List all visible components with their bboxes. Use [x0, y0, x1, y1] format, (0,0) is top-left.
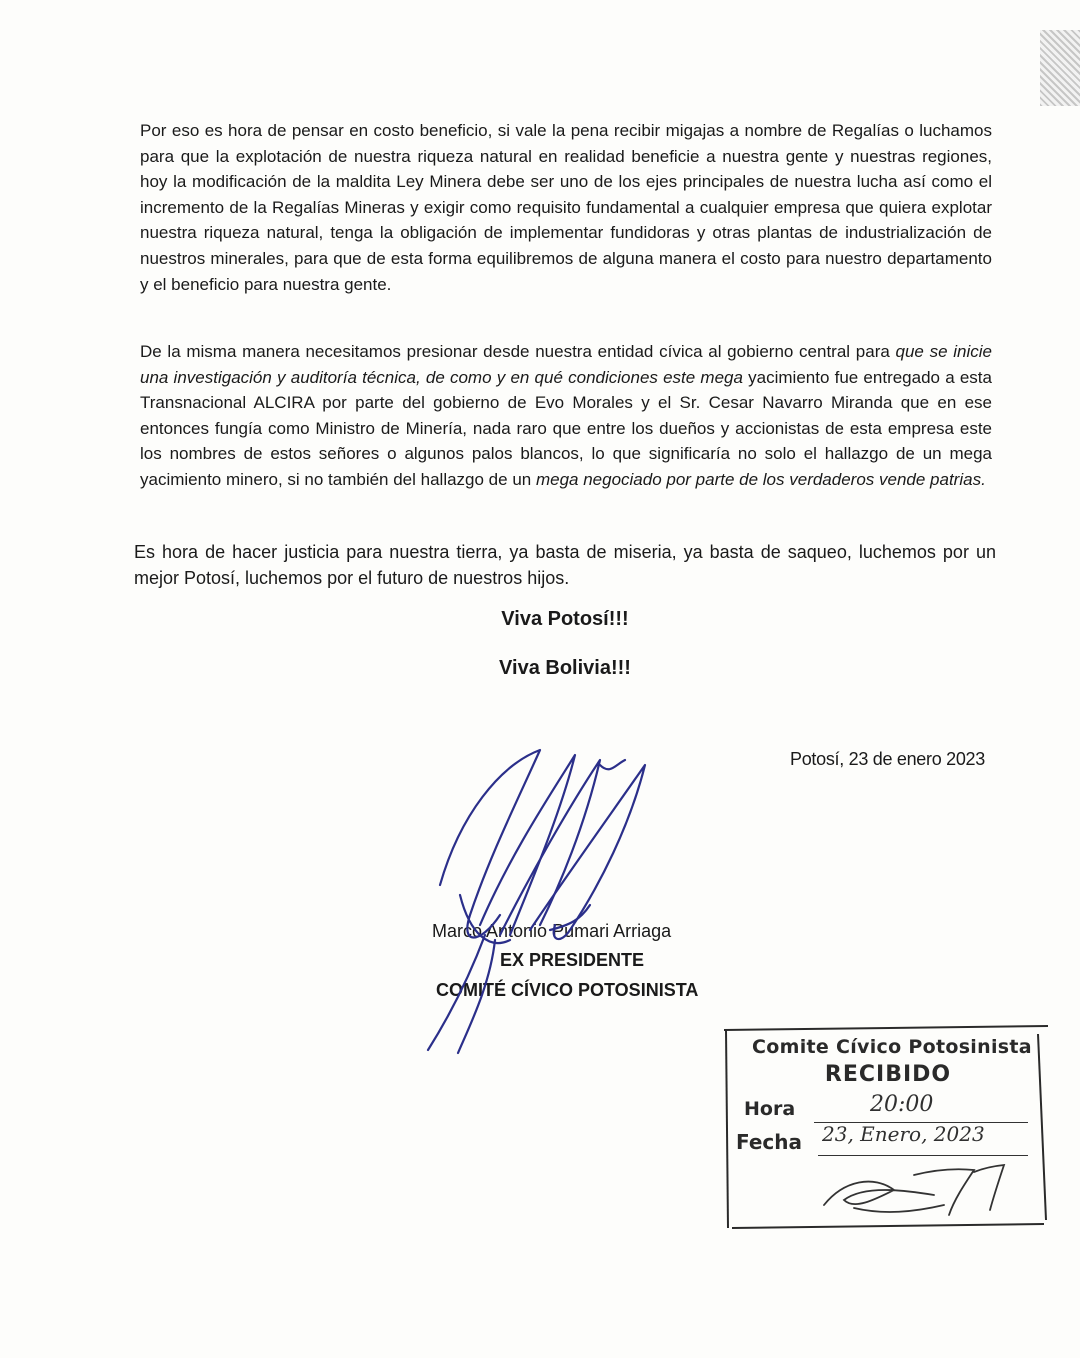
paragraph-investigation-part-2: que se inicie una investigación y auditoría técnica, de como y en qué condiciones este mega	[140, 342, 992, 387]
handwritten-signature	[400, 735, 700, 1065]
stamp-date-label: Fecha	[736, 1130, 803, 1154]
stamp-date-value: 23, Enero, 2023	[822, 1122, 985, 1146]
paragraph-investigation-part-3: yacimiento fue entregado a esta Transnacional ALCIRA por parte del gobierno de Evo Morales y el Sr. Cesar Navarro Miranda que en ese entonces fungía como Ministro de Minería, nada raro que entre los dueños y accionistas de esta empresa este los nombres de estos señores o algunos palos blancos, lo que significaría no solo el hallazgo de un mega yacimiento minero, si no también del hallazgo de un	[140, 367, 992, 489]
paragraph-justice: Es hora de hacer justicia para nuestra tierra, ya basta de miseria, ya basta de saqueo, luchemos por un mejor Potosí, luchemos por el futuro de nuestros hijos.	[134, 542, 996, 588]
paragraph-investigation	[140, 339, 992, 493]
paragraph-investigation-part-4: mega negociado por parte de los verdaderos vende patrias.	[535, 469, 986, 489]
stamp-hour-value: 20:00	[870, 1092, 934, 1117]
paragraph-cost-benefit: Por eso es hora de pensar en costo beneficio, si vale la pena recibir migajas a nombre de Regalías o luchamos para que la explotación de nuestra riqueza natural en realidad beneficie a nuestra gente y nuestras regiones, hoy la modificación de la maldita Ley Minera debe ser uno de los ejes principales de nuestra lucha así como el incremento de la Regalías Mineras y exigir como requisito fundamental a cualquier empresa que quiera explotar nuestra riqueza natural, tenga la obligación de implementar fundidoras y otras plantas de industrialización de nuestros minerales, para que de esta forma equilibremos de alguna manera el costo para nuestro departamento y el beneficio para nuestra gente.	[140, 121, 992, 294]
received-stamp	[718, 1022, 1052, 1234]
stamp-organization: Comite Cívico Potosinista	[752, 1036, 1032, 1058]
stamp-hour-label: Hora	[744, 1098, 796, 1120]
signatory-name: Marco Antonio Pumari Arriaga	[432, 921, 672, 941]
signatory-organization: COMITÉ CÍVICO POTOSINISTA	[436, 980, 699, 1000]
cheer-bolivia: Viva Bolivia!!!	[499, 657, 631, 679]
stamp-date-line	[818, 1155, 1028, 1156]
stamp-signature	[814, 1160, 1014, 1220]
place-date: Potosí, 23 de enero 2023	[790, 749, 985, 769]
scan-artifact	[1040, 30, 1080, 106]
stamp-received: RECIBIDO	[824, 1062, 952, 1087]
signatory-role: EX PRESIDENTE	[500, 950, 645, 970]
cheer-potosi: Viva Potosí!!!	[501, 608, 629, 630]
paragraph-investigation-part-1: De la misma manera necesitamos presionar desde nuestra entidad cívica al gobierno central para	[140, 342, 896, 361]
